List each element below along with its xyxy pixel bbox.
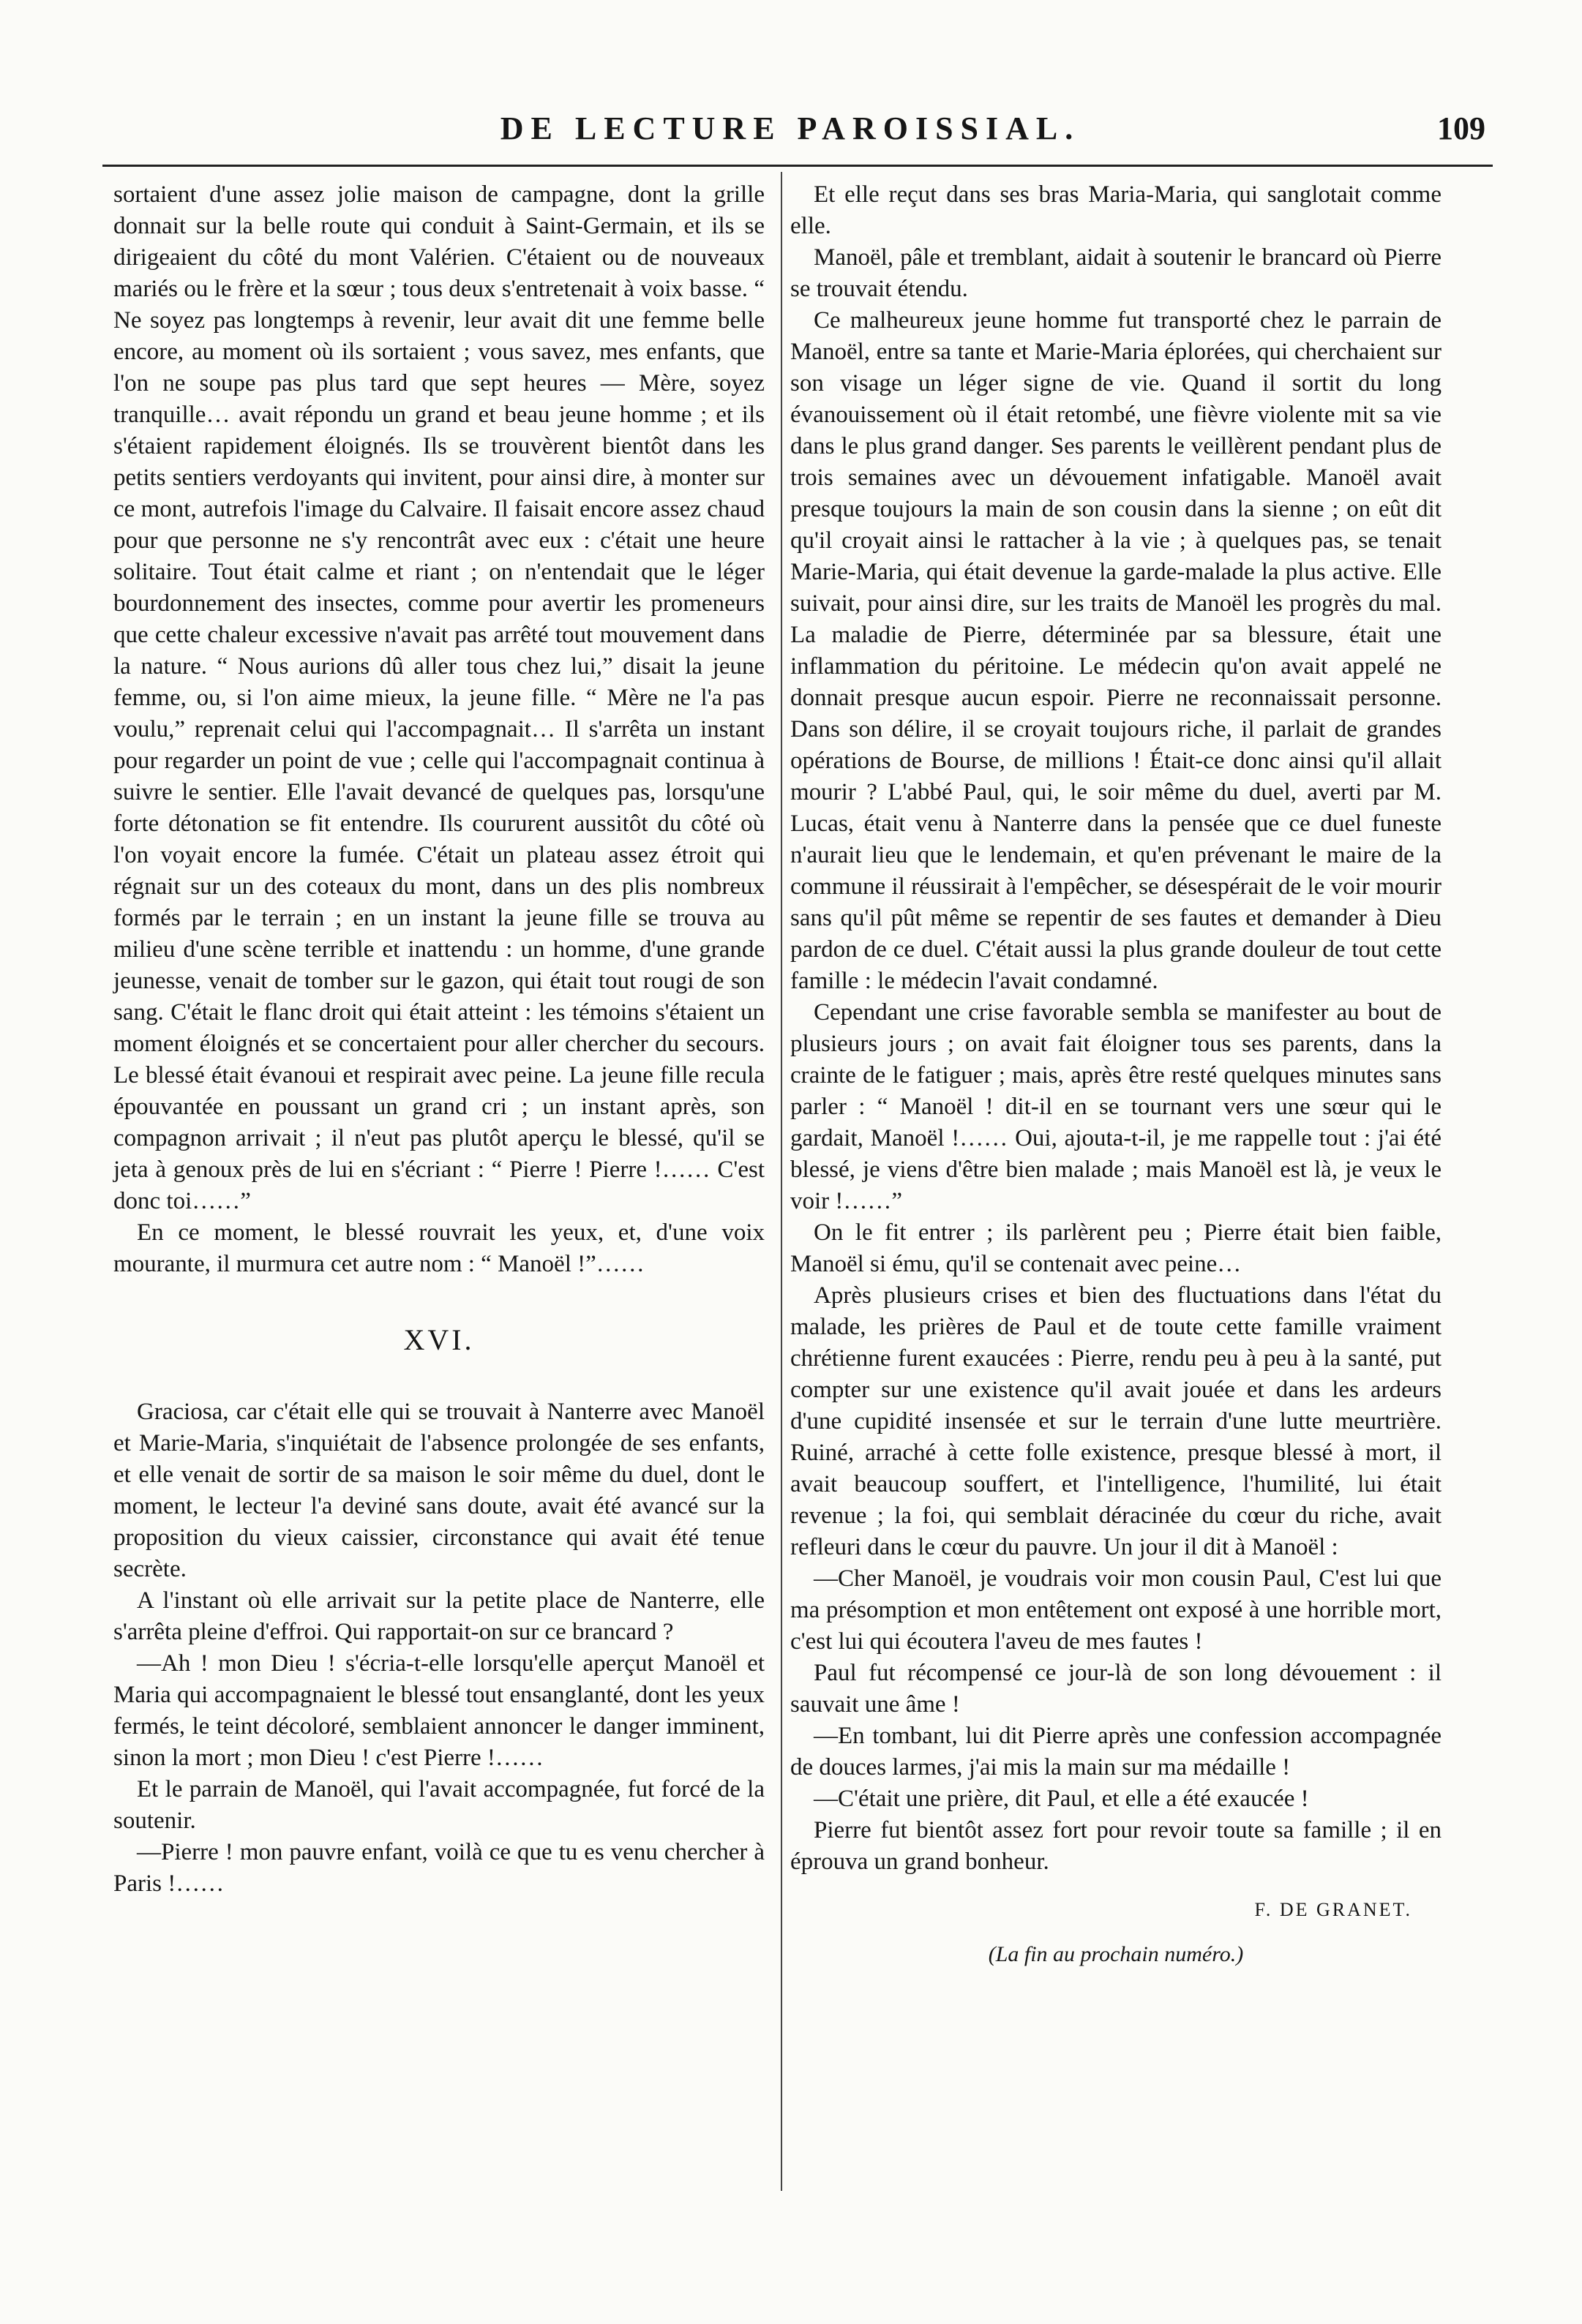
- column-divider: [781, 172, 782, 2191]
- paragraph: Pierre fut bientôt assez fort pour revoir toute sa famille ; il en éprouva un grand bonheur.: [790, 1817, 1442, 1875]
- paragraph: A l'instant où elle arrivait sur la petite place de Nanterre, elle s'arrêta pleine d'effroi. Qui rapportait-on sur ce brancard ?: [113, 1587, 765, 1645]
- left-column: [113, 179, 765, 1900]
- paragraph: —Pierre ! mon pauvre enfant, voilà ce que tu es venu chercher à Paris !……: [113, 1839, 765, 1897]
- paragraph: Cependant une crise favorable sembla se manifester au bout de plusieurs jours ; on avait fait éloigner tous ses parents, dans la crainte de le fatiguer ; mais, après être resté quelques minutes sans parler : “ Manoël ! dit-il en se tournant vers une sœur qui le gardait, Manoël !…… Oui, ajouta-t-il, je me rappelle tout : j'ai été blessé, je viens d'être bien malade ; mais Manoël est là, je veux le voir !……”: [790, 999, 1442, 1214]
- section-heading: XVI.: [403, 1323, 475, 1356]
- author-signature: F. DE GRANET.: [1254, 1899, 1412, 1920]
- right-column: [790, 179, 1442, 1970]
- paragraph: Après plusieurs crises et bien des fluctuations dans l'état du malade, les prières de Paul et de toute cette famille vraiment chrétienne furent exaucées : Pierre, rendu peu à peu à la santé, put compter sur une existence qu'il avait jouée et dans les ardeurs d'une cupidité insensée et sur le terrain d'une lutte meurtrière. Ruiné, arraché à cette folle existence, presque blessé à mort, il avait beaucoup souffert, et l'intelligence, l'humilité, lui était revenue ; la foi, qui semblait déracinée du cœur du riche, avait refleuri dans le cœur du pauvre. Un jour il dit à Manoël :: [790, 1282, 1442, 1560]
- paragraph: Paul fut récompensé ce jour-là de son long dévouement : il sauvait une âme !: [790, 1660, 1442, 1718]
- paragraph: On le fit entrer ; ils parlèrent peu ; Pierre était bien faible, Manoël si ému, qu'il se contenait avec peine…: [790, 1219, 1442, 1277]
- paragraph: —En tombant, lui dit Pierre après une confession accompagnée de douces larmes, j'ai mis la main sur ma médaille !: [790, 1723, 1442, 1780]
- paragraph: —Ah ! mon Dieu ! s'écria-t-elle lorsqu'elle aperçut Manoël et Maria qui accompagnaient le blessé tout ensanglanté, dont les yeux fermés, le teint décoloré, semblaient annoncer le danger imminent, sinon la mort ; mon Dieu ! c'est Pierre !……: [113, 1650, 765, 1771]
- paragraph: Et le parrain de Manoël, qui l'avait accompagnée, fut forcé de la soutenir.: [113, 1776, 765, 1834]
- paragraph: —Cher Manoël, je voudrais voir mon cousin Paul, C'est lui que ma présomption et mon entêtement ont exposé à une horrible mort, c'est lui qui écoutera l'aveu de mes fautes !: [790, 1565, 1442, 1655]
- paragraph: Manoël, pâle et tremblant, aidait à soutenir le brancard où Pierre se trouvait étendu.: [790, 244, 1442, 302]
- header-rule: [102, 165, 1493, 167]
- paragraph: Ce malheureux jeune homme fut transporté chez le parrain de Manoël, entre sa tante et Marie-Maria éplorées, qui cherchaient sur son visage un léger signe de vie. Quand il sortit du long évanouissement où il était retombé, une fièvre violente mit sa vie dans le plus grand danger. Ses parents le veillèrent pendant plus de trois semaines avec un dévouement infatigable. Manoël avait presque toujours la main de son cousin dans la sienne ; on eût dit qu'il croyait ainsi le rattacher à la vie ; à quelques pas, se tenait Marie-Maria, qui était devenue la garde-malade la plus active. Elle suivait, pour ainsi dire, sur les traits de Manoël les progrès du mal. La maladie de Pierre, déterminée par sa blessure, était une inflammation du péritoine. Le médecin qu'on avait appelé ne donnait presque aucun espoir. Pierre ne reconnaissait personne. Dans son délire, il se croyait toujours riche, il parlait de grandes opérations de Bourse, de millions ! Était-ce donc ainsi qu'il allait mourir ? L'abbé Paul, qui, le soir même du duel, averti par M. Lucas, était venu à Nanterre dans la pensée que ce duel funeste n'aurait lieu que le lendemain, et qu'en prévenant le maire de la commune il réussirait à l'empêcher, se désespérait de le voir mourir sans qu'il pût même se repentir de ses fautes et demander à Dieu pardon de ce duel. C'était aussi la plus grande douleur de tout cette famille : le médecin l'avait condamné.: [790, 307, 1442, 994]
- continuation-note: (La fin au prochain numéro.): [988, 1942, 1244, 1966]
- paragraph: En ce moment, le blessé rouvrait les yeux, et, d'une voix mourante, il murmura cet autre nom : “ Manoël !”……: [113, 1219, 765, 1277]
- running-header-title: DE LECTURE PAROISSIAL.: [500, 110, 1081, 146]
- page-number: 109: [1437, 110, 1485, 146]
- paragraph: Graciosa, car c'était elle qui se trouvait à Nanterre avec Manoël et Marie-Maria, s'inquiétait de l'absence prolongée de ses enfants, et elle venait de sortir de sa maison le soir même du duel, dont le moment, le lecteur l'a deviné sans doute, avait été avancé sur la proposition du vieux caissier, circonstance qui avait été tenue secrète.: [113, 1399, 765, 1582]
- paragraph: sortaient d'une assez jolie maison de campagne, dont la grille donnait sur la belle route qui conduit à Saint-Germain, et ils se dirigeaient du côté du mont Valérien. C'étaient ou de nouveaux mariés ou le frère et la sœur ; tous deux s'entretenait à voix basse. “ Ne soyez pas longtemps à revenir, leur avait dit une femme belle encore, au moment où ils sortaient ; vous savez, mes enfants, que l'on ne soupe pas plus tard que sept heures — Mère, soyez tranquille… avait répondu un grand et beau jeune homme ; et ils s'étaient rapidement éloignés. Ils se trouvèrent bientôt dans les petits sentiers verdoyants qui invitent, pour ainsi dire, à monter sur ce mont, autrefois l'image du Calvaire. Il faisait encore assez chaud pour que personne ne s'y rencontrât avec eux : c'était une heure solitaire. Tout était calme et riant ; on n'entendait que le léger bourdonnement des insectes, comme pour avertir les promeneurs que cette chaleur excessive n'avait pas arrêté tout mouvement dans la nature. “ Nous aurions dû aller tous chez lui,” disait la jeune femme, ou, si l'on aime mieux, la jeune fille. “ Mère ne l'a pas voulu,” reprenait celui qui l'accompagnait… Il s'arrêta un instant pour regarder un point de vue ; celle qui l'accompagnait continua à suivre le sentier. Elle l'avait devancé de quelques pas, lorsqu'une forte détonation se fit entendre. Ils coururent aussitôt du côté où l'on voyait encore la fumée. C'était un plateau assez étroit qui régnait sur un des coteaux du mont, dans un des plis nombreux formés par le terrain ; en un instant la jeune fille se trouva au milieu d'une scène terrible et inattendu : un homme, d'une grande jeunesse, venait de tomber sur le gazon, qui était tout rougi de son sang. C'était le flanc droit qui était atteint : les témoins s'étaient un moment éloignés et se concertaient pour aller chercher du secours. Le blessé était évanoui et respirait avec peine. La jeune fille recula épouvantée en poussant un grand cri ; un instant après, son compagnon arrivait ; il n'eut pas plutôt aperçu le blessé, qu'il se jeta à genoux près de lui en s'écriant : “ Pierre ! Pierre !…… C'est donc toi……”: [113, 181, 765, 1214]
- paragraph: —C'était une prière, dit Paul, et elle a été exaucée !: [814, 1786, 1309, 1812]
- paragraph: Et elle reçut dans ses bras Maria-Maria, qui sanglotait comme elle.: [790, 181, 1442, 239]
